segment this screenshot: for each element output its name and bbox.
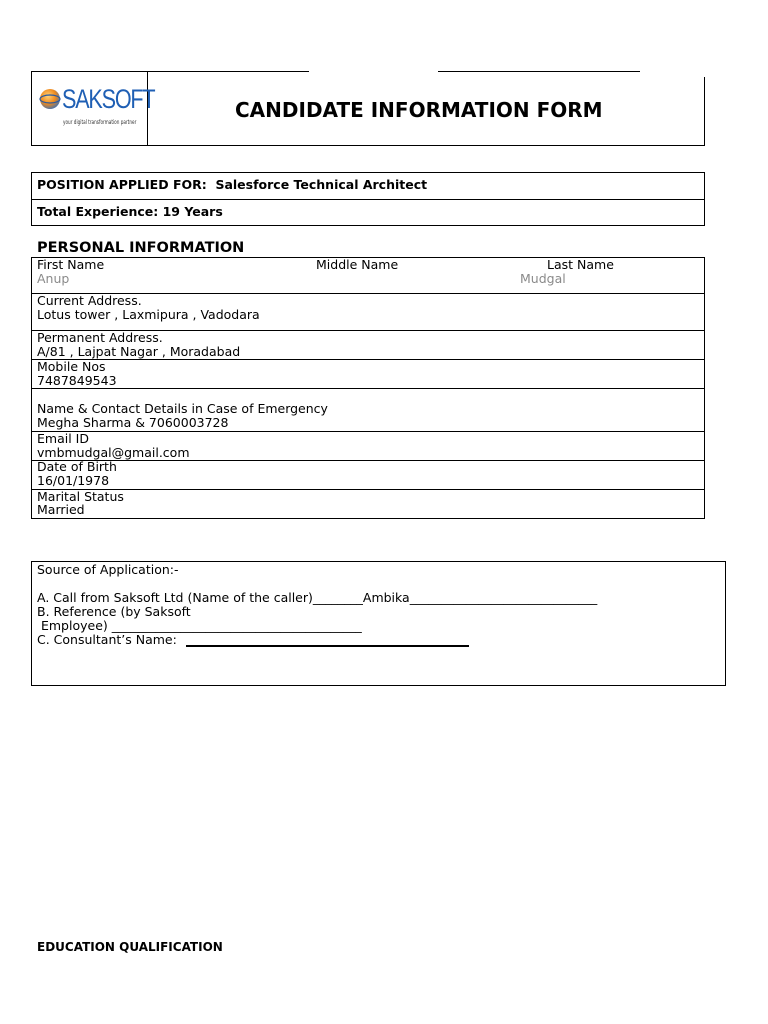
marital-status-value[interactable]: Married (37, 502, 85, 517)
personal-info-heading: PERSONAL INFORMATION (37, 240, 245, 256)
consultant-name-line[interactable] (186, 645, 469, 647)
globe-icon (39, 88, 61, 110)
education-heading: EDUCATION QUALIFICATION (37, 940, 223, 954)
position-value: Salesforce Technical Architect (215, 177, 428, 192)
row-divider-7 (31, 489, 705, 490)
dob-label: Date of Birth (37, 459, 117, 474)
last-name-label: Last Name (547, 257, 614, 272)
header-bottom-line (31, 145, 705, 146)
row-divider-6 (31, 460, 705, 461)
dob-value[interactable]: 16/01/1978 (37, 473, 110, 488)
source-title: Source of Application:- (37, 562, 179, 577)
header-top-line-left (31, 71, 309, 72)
source-line-b2: Employee) ________________________________________ (37, 618, 362, 633)
header-top-line-right (438, 71, 640, 72)
position-label-text: POSITION APPLIED FOR: (37, 177, 207, 192)
header-right-border (704, 77, 705, 146)
company-logo (37, 84, 155, 130)
permanent-address-value[interactable]: A/81 , Lajpat Nagar , Moradabad (37, 344, 241, 359)
source-line-b1: B. Reference (by Saksoft (37, 604, 191, 619)
logo-tagline: your digital transformation partner (63, 119, 137, 126)
source-line-a: A. Call from Saksoft Ltd (Name of the caller)________Ambika______________________________ (37, 590, 598, 605)
logo-text: SAKSOFT (62, 84, 155, 114)
position-box-divider (31, 199, 705, 200)
mobile-label: Mobile Nos (37, 359, 106, 374)
position-label (37, 178, 427, 192)
email-label: Email ID (37, 431, 89, 446)
row-divider-4 (31, 388, 705, 389)
middle-name-label: Middle Name (316, 257, 399, 272)
mobile-value[interactable]: 7487849543 (37, 373, 117, 388)
total-experience: Total Experience: 19 Years (37, 204, 223, 219)
last-name-value[interactable]: Mudgal (520, 271, 566, 286)
permanent-address-label: Permanent Address. (37, 330, 163, 345)
first-name-value[interactable]: Anup (37, 271, 70, 286)
row-divider-5 (31, 431, 705, 432)
emergency-value[interactable]: Megha Sharma & 7060003728 (37, 415, 229, 430)
email-value[interactable]: vmbmudgal@gmail.com (37, 445, 190, 460)
first-name-label: First Name (37, 257, 105, 272)
source-line-c: C. Consultant’s Name: (37, 632, 181, 647)
header-left-border (31, 71, 32, 146)
form-title: CANDIDATE INFORMATION FORM (235, 98, 603, 122)
current-address-value[interactable]: Lotus tower , Laxmipura , Vadodara (37, 307, 260, 322)
current-address-label: Current Address. (37, 293, 142, 308)
emergency-label: Name & Contact Details in Case of Emergency (37, 401, 328, 416)
marital-status-label: Marital Status (37, 489, 124, 504)
row-divider-3 (31, 359, 705, 360)
